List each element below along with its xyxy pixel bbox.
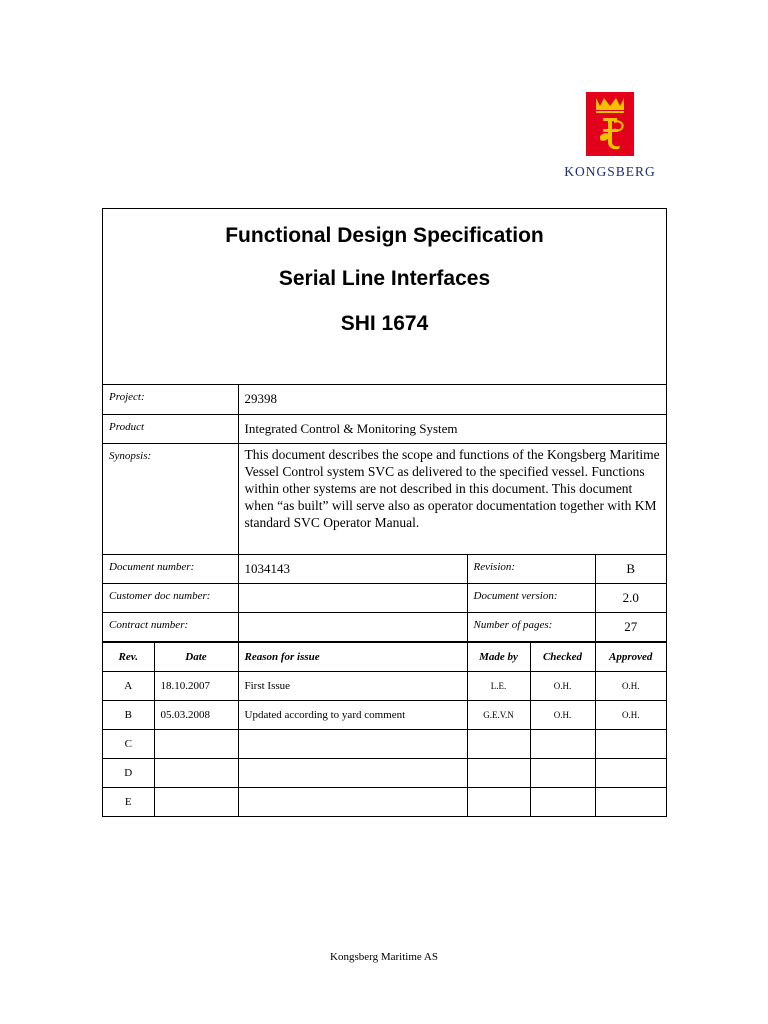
approved-cell xyxy=(595,787,666,816)
document-version-label: Document version: xyxy=(467,583,595,612)
table-row xyxy=(103,787,666,816)
made-by-cell xyxy=(467,787,530,816)
made-by-cell: G.E.V.N xyxy=(467,700,530,729)
reason-cell xyxy=(238,729,467,758)
checked-cell xyxy=(530,787,595,816)
rev-cell: E xyxy=(103,787,154,816)
project-value: 29398 xyxy=(238,385,666,414)
checked-cell: O.H. xyxy=(530,671,595,700)
table-row xyxy=(103,758,666,787)
date-cell xyxy=(154,758,238,787)
contract-value xyxy=(238,612,467,641)
document-title: Functional Design Specification xyxy=(225,224,544,247)
synopsis-label: Synopsis: xyxy=(103,443,238,554)
logo-wordmark: KONGSBERG xyxy=(564,164,656,179)
reason-cell xyxy=(238,787,467,816)
title-block xyxy=(103,209,666,385)
customer-doc-value xyxy=(238,583,467,612)
reason-header: Reason for issue xyxy=(238,642,467,671)
made-by-header: Made by xyxy=(467,642,530,671)
company-logo xyxy=(552,92,668,184)
product-label: Product xyxy=(103,414,238,443)
document-number-value: 1034143 xyxy=(238,554,467,583)
reason-cell: Updated according to yard comment xyxy=(238,700,467,729)
pages-label: Number of pages: xyxy=(467,612,595,641)
checked-header: Checked xyxy=(530,642,595,671)
checked-cell: O.H. xyxy=(530,700,595,729)
table-row xyxy=(103,729,666,758)
checked-cell xyxy=(530,729,595,758)
reason-cell xyxy=(238,758,467,787)
table-row xyxy=(103,671,666,700)
rev-header: Rev. xyxy=(103,642,154,671)
product-value: Integrated Control & Monitoring System xyxy=(238,414,666,443)
contract-label: Contract number: xyxy=(103,612,238,641)
date-cell xyxy=(154,787,238,816)
date-cell: 18.10.2007 xyxy=(154,671,238,700)
made-by-cell xyxy=(467,758,530,787)
date-cell xyxy=(154,729,238,758)
document-code: SHI 1674 xyxy=(340,312,429,335)
page-footer: Kongsberg Maritime AS xyxy=(330,951,438,963)
made-by-cell xyxy=(467,729,530,758)
checked-cell xyxy=(530,758,595,787)
date-header: Date xyxy=(154,642,238,671)
revision-header-row xyxy=(103,642,666,671)
customer-doc-label: Customer doc number: xyxy=(103,583,238,612)
rev-cell: A xyxy=(103,671,154,700)
approved-cell: O.H. xyxy=(595,700,666,729)
rev-cell: C xyxy=(103,729,154,758)
approved-cell xyxy=(595,758,666,787)
document-cover-sheet xyxy=(102,208,667,817)
document-number-label: Document number: xyxy=(103,554,238,583)
project-label: Project: xyxy=(103,385,238,414)
date-cell: 05.03.2008 xyxy=(154,700,238,729)
revision-label: Revision: xyxy=(467,554,595,583)
rev-cell: D xyxy=(103,758,154,787)
document-version-value: 2.0 xyxy=(595,583,666,612)
reason-cell: First Issue xyxy=(238,671,467,700)
approved-cell xyxy=(595,729,666,758)
document-subtitle: Serial Line Interfaces xyxy=(278,267,491,290)
revision-table xyxy=(103,642,666,816)
approved-cell: O.H. xyxy=(595,671,666,700)
kongsberg-crown-emblem-icon xyxy=(586,92,634,156)
pages-value: 27 xyxy=(595,612,666,641)
approved-header: Approved xyxy=(595,642,666,671)
document-info-table xyxy=(103,385,666,642)
revision-value: B xyxy=(595,554,666,583)
made-by-cell: L.E. xyxy=(467,671,530,700)
synopsis-value: This document describes the scope and functions of the Kongsberg Maritime Vessel Control system SVC as delivered to the specified vessel. Functions within other systems are not described in this document. This document when “as built” will serve also as operator documentation together with KM standard SVC Operator Manual. xyxy=(238,443,666,554)
rev-cell: B xyxy=(103,700,154,729)
table-row xyxy=(103,700,666,729)
